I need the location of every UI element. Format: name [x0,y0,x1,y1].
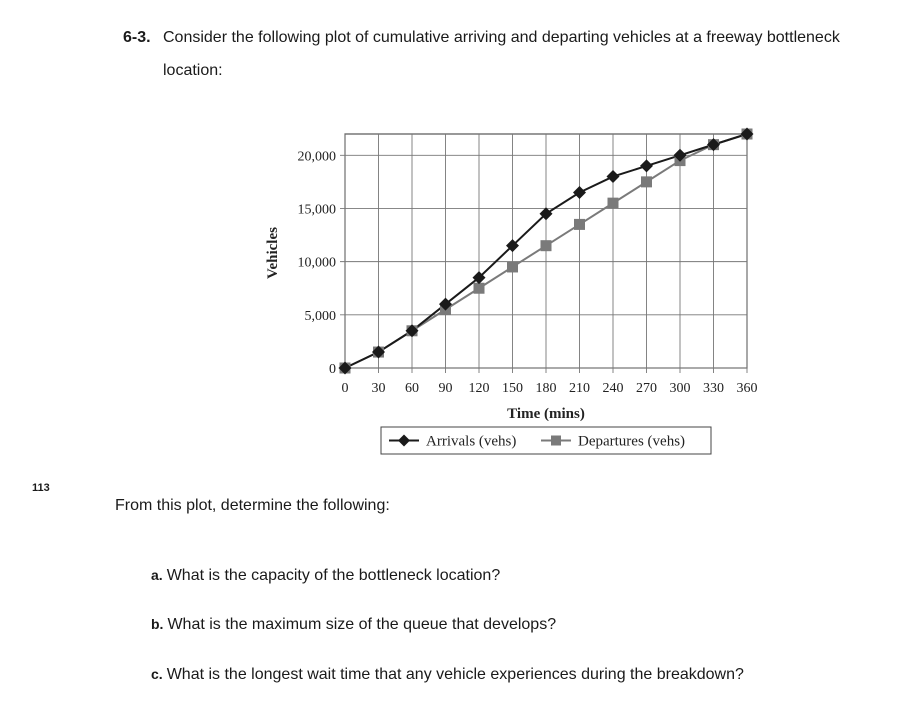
question-c [151,666,744,684]
question-text: What is the longest wait time that any vehicle experiences during the breakdown? [166,666,744,683]
question-b [151,616,556,634]
question-text: What is the maximum size of the queue that develops? [167,616,557,633]
y-tick-label: 0 [329,362,336,377]
legend-departures-label: Departures (vehs) [578,433,686,450]
x-tick-label: 60 [405,381,419,396]
problem-statement-line1: Consider the following plot of cumulative arriving and departing vehicles at a freeway bottleneck [163,29,840,46]
question-letter: b. [151,616,164,632]
x-tick-label: 30 [371,381,386,396]
prompt-text: From this plot, determine the following: [115,497,390,514]
question-letter: c. [151,666,163,682]
question-a [151,567,500,585]
y-tick-label: 15,000 [297,202,336,218]
problem-number: 6-3. [123,29,151,46]
departures-point [541,240,552,251]
question-letter: a. [151,567,163,583]
y-tick-label: 5,000 [304,308,336,324]
page-number: 113 [32,482,50,494]
x-tick-label: 150 [502,381,523,396]
departures-point [474,283,485,294]
y-axis-title: Vehicles [265,227,281,279]
x-tick-label: 120 [468,381,490,396]
x-tick-label: 240 [602,381,624,396]
problem-statement-line2: location: [163,62,223,79]
x-tick-label: 270 [636,381,657,396]
x-tick-label: 90 [438,381,453,396]
x-axis-title: Time (mins) [507,406,585,422]
departures-point [608,198,619,209]
y-tick-label: 20,000 [297,149,336,165]
x-tick-label: 330 [703,381,724,396]
x-tick-label: 210 [569,381,590,396]
legend-departures-marker [551,436,561,446]
departures-point [641,176,652,187]
y-tick-label: 10,000 [297,255,336,271]
x-tick-label: 180 [535,381,557,396]
departures-point [574,219,585,230]
departures-point [507,261,518,272]
x-tick-label: 360 [736,381,758,396]
question-text: What is the capacity of the bottleneck location? [166,567,501,584]
x-tick-label: 0 [341,381,349,396]
legend-arrivals-label: Arrivals (vehs) [426,433,517,450]
x-tick-label: 300 [669,381,691,396]
